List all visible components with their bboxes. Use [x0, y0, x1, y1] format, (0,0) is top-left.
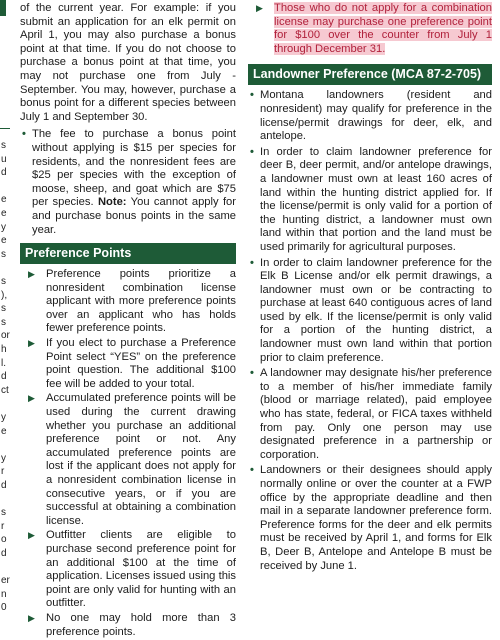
- list-item: ▶ Outfitter clients are eligible to purchase second preference point for an additional $100 at the time of application. Licenses issued using this point are only valid for hunting with an outfitter.: [28, 529, 236, 610]
- cropped-char: s: [1, 276, 6, 287]
- list-item: • In order to claim landowner preference for the Elk B License and/or elk permit drawings, a landowner must own or be contracting to purchase at least 640 contiguous acres of land used by elk. If the license/permit is only valid for a portion of the hunting district, a landowner must own land within that portion prior to claim preference.: [250, 256, 492, 364]
- landowner-preference-heading: Landowner Preference (MCA 87-2-705): [248, 64, 492, 85]
- list-item: ▶ If you elect to purchase a Preference Point select “YES” on the preference point question. The additional $100 fee will be added to your total.: [28, 337, 236, 390]
- list-item: • Montana landowners (resident and nonresident) may qualify for preference in the license/permit drawings for deer, elk, and antelope.: [250, 89, 492, 143]
- cropped-char: e: [1, 194, 7, 206]
- note-text: You cannot apply for and purchase bonus points in the same year.: [32, 196, 237, 236]
- bonus-fee-list: [20, 128, 236, 237]
- list-item: • In order to claim landowner preference for deer B, deer permit, and/or antelope drawings, a landowner must own at least 160 acres of land within the hunting district applied for. If the license/permit is only valid for a portion of the hunting district, a landowner must own land within that portion and the land must be used primarily for agricultural purposes.: [250, 145, 492, 253]
- triangle-bullet-icon: ▶: [28, 269, 35, 280]
- cropped-char: ),: [1, 289, 8, 301]
- list-item: • A landowner may designate his/her preference to a member of his/her immediate family (blood or marriage related), paid employee who has state, federal, or FICA taxes withheld from pay. Only one person may use designated preference in a partnership or corporation.: [250, 367, 492, 461]
- cropped-char: y: [1, 221, 6, 233]
- cropped-heading-bar: [0, 0, 6, 16]
- triangle-bullet-icon: ▶: [28, 338, 35, 349]
- list-item: ▶ Accumulated preference points will be used during the current drawing whether you purchase an additional preference point or not. Any accumulated preference points are lost if the applicant does not apply for a nonresident combination license in consecutive years, or if you are successful at obtaining a combination license.: [28, 392, 236, 527]
- triangle-bullet-icon: ▶: [28, 530, 35, 541]
- left-text-column: [20, 0, 236, 640]
- cropped-char: d: [1, 548, 7, 559]
- preference-points-heading: Preference Points: [20, 243, 236, 264]
- cropped-char: s: [1, 316, 6, 328]
- cropped-char: or: [1, 330, 10, 342]
- cropped-char: n: [1, 588, 7, 600]
- triangle-bullet-icon: ▶: [256, 3, 263, 13]
- preference-points-list: [20, 268, 236, 639]
- cropped-char: d: [1, 480, 7, 491]
- cropped-char: 0: [1, 602, 7, 614]
- cropped-char: s: [1, 507, 6, 519]
- triangle-bullet-icon: ▶: [28, 393, 35, 404]
- cropped-char: r: [1, 520, 5, 532]
- list-item: • Landowners or their designees should apply normally online or over the counter at a FWP office by the appropriate deadline and then mail in a separate landowner preference form. Preference forms for the deer and elk permits must be received by April 1, and forms for Elk B, Deer B, Antelope and Antelope B must be received by June 1.: [250, 464, 492, 572]
- cropped-char: o: [1, 534, 7, 546]
- cropped-char: h: [1, 344, 7, 355]
- cropped-char: d: [1, 167, 7, 179]
- list-item: ▶ No one may hold more than 3 preference points.: [28, 611, 236, 638]
- cropped-char: r: [1, 466, 5, 478]
- landowner-preference-list: [248, 89, 492, 573]
- cropped-char: e: [1, 208, 7, 219]
- cropped-char: e: [1, 235, 7, 247]
- cropped-left-column: [0, 0, 12, 614]
- combination-license-list: [248, 0, 492, 56]
- cropped-char: e: [1, 425, 7, 437]
- cropped-char: s: [1, 140, 6, 151]
- cropped-divider: [0, 128, 10, 129]
- bonus-fee-text: The fee to purchase a bonus point without applying is $15 per species for residents, and the nonresident fees are $25 per species with the exception of moose, sheep, and goat which are $75 per species.: [32, 128, 236, 209]
- cropped-char: y: [1, 452, 6, 464]
- highlighted-text: Those who do not apply for a combination license may purchase one preference point for $100 over the counter from July 1 through December 31.: [274, 2, 492, 55]
- bonus-fee-item: • The fee to purchase a bonus point without applying is $15 per species for residents, and the nonresident fees are $25 per species with the exception of moose, sheep, and goat which are $75 per species. Note: You cannot apply for and purchase bonus points in the same year.: [22, 128, 237, 236]
- cropped-char: u: [1, 153, 7, 165]
- cropped-char: y: [1, 412, 6, 423]
- cropped-char: d: [1, 371, 7, 383]
- triangle-bullet-icon: ▶: [28, 612, 35, 623]
- list-item: [248, 2, 492, 56]
- cropped-char: s: [1, 248, 6, 260]
- right-text-column: [248, 0, 492, 575]
- cropped-char: s: [1, 303, 6, 315]
- list-item: ▶ Preference points prioritize a nonresident combination license applicant with more preference points over an applicant who has holds fewer preference points.: [28, 268, 236, 335]
- cropped-char: ct: [1, 384, 9, 396]
- note-label: Note:: [97, 196, 127, 209]
- cropped-char: l.: [1, 357, 6, 369]
- bonus-point-intro: of the current year. For example: if you submit an application for an elk permit on April 1, you may also purchase a bonus point at that time. If you do not choose to purchase a bonus point at that time, you may not purchase one from July - September. You may, however, purchase a bonus point for a different species between July 1 and September 30.: [20, 2, 236, 123]
- cropped-char: er: [1, 575, 10, 587]
